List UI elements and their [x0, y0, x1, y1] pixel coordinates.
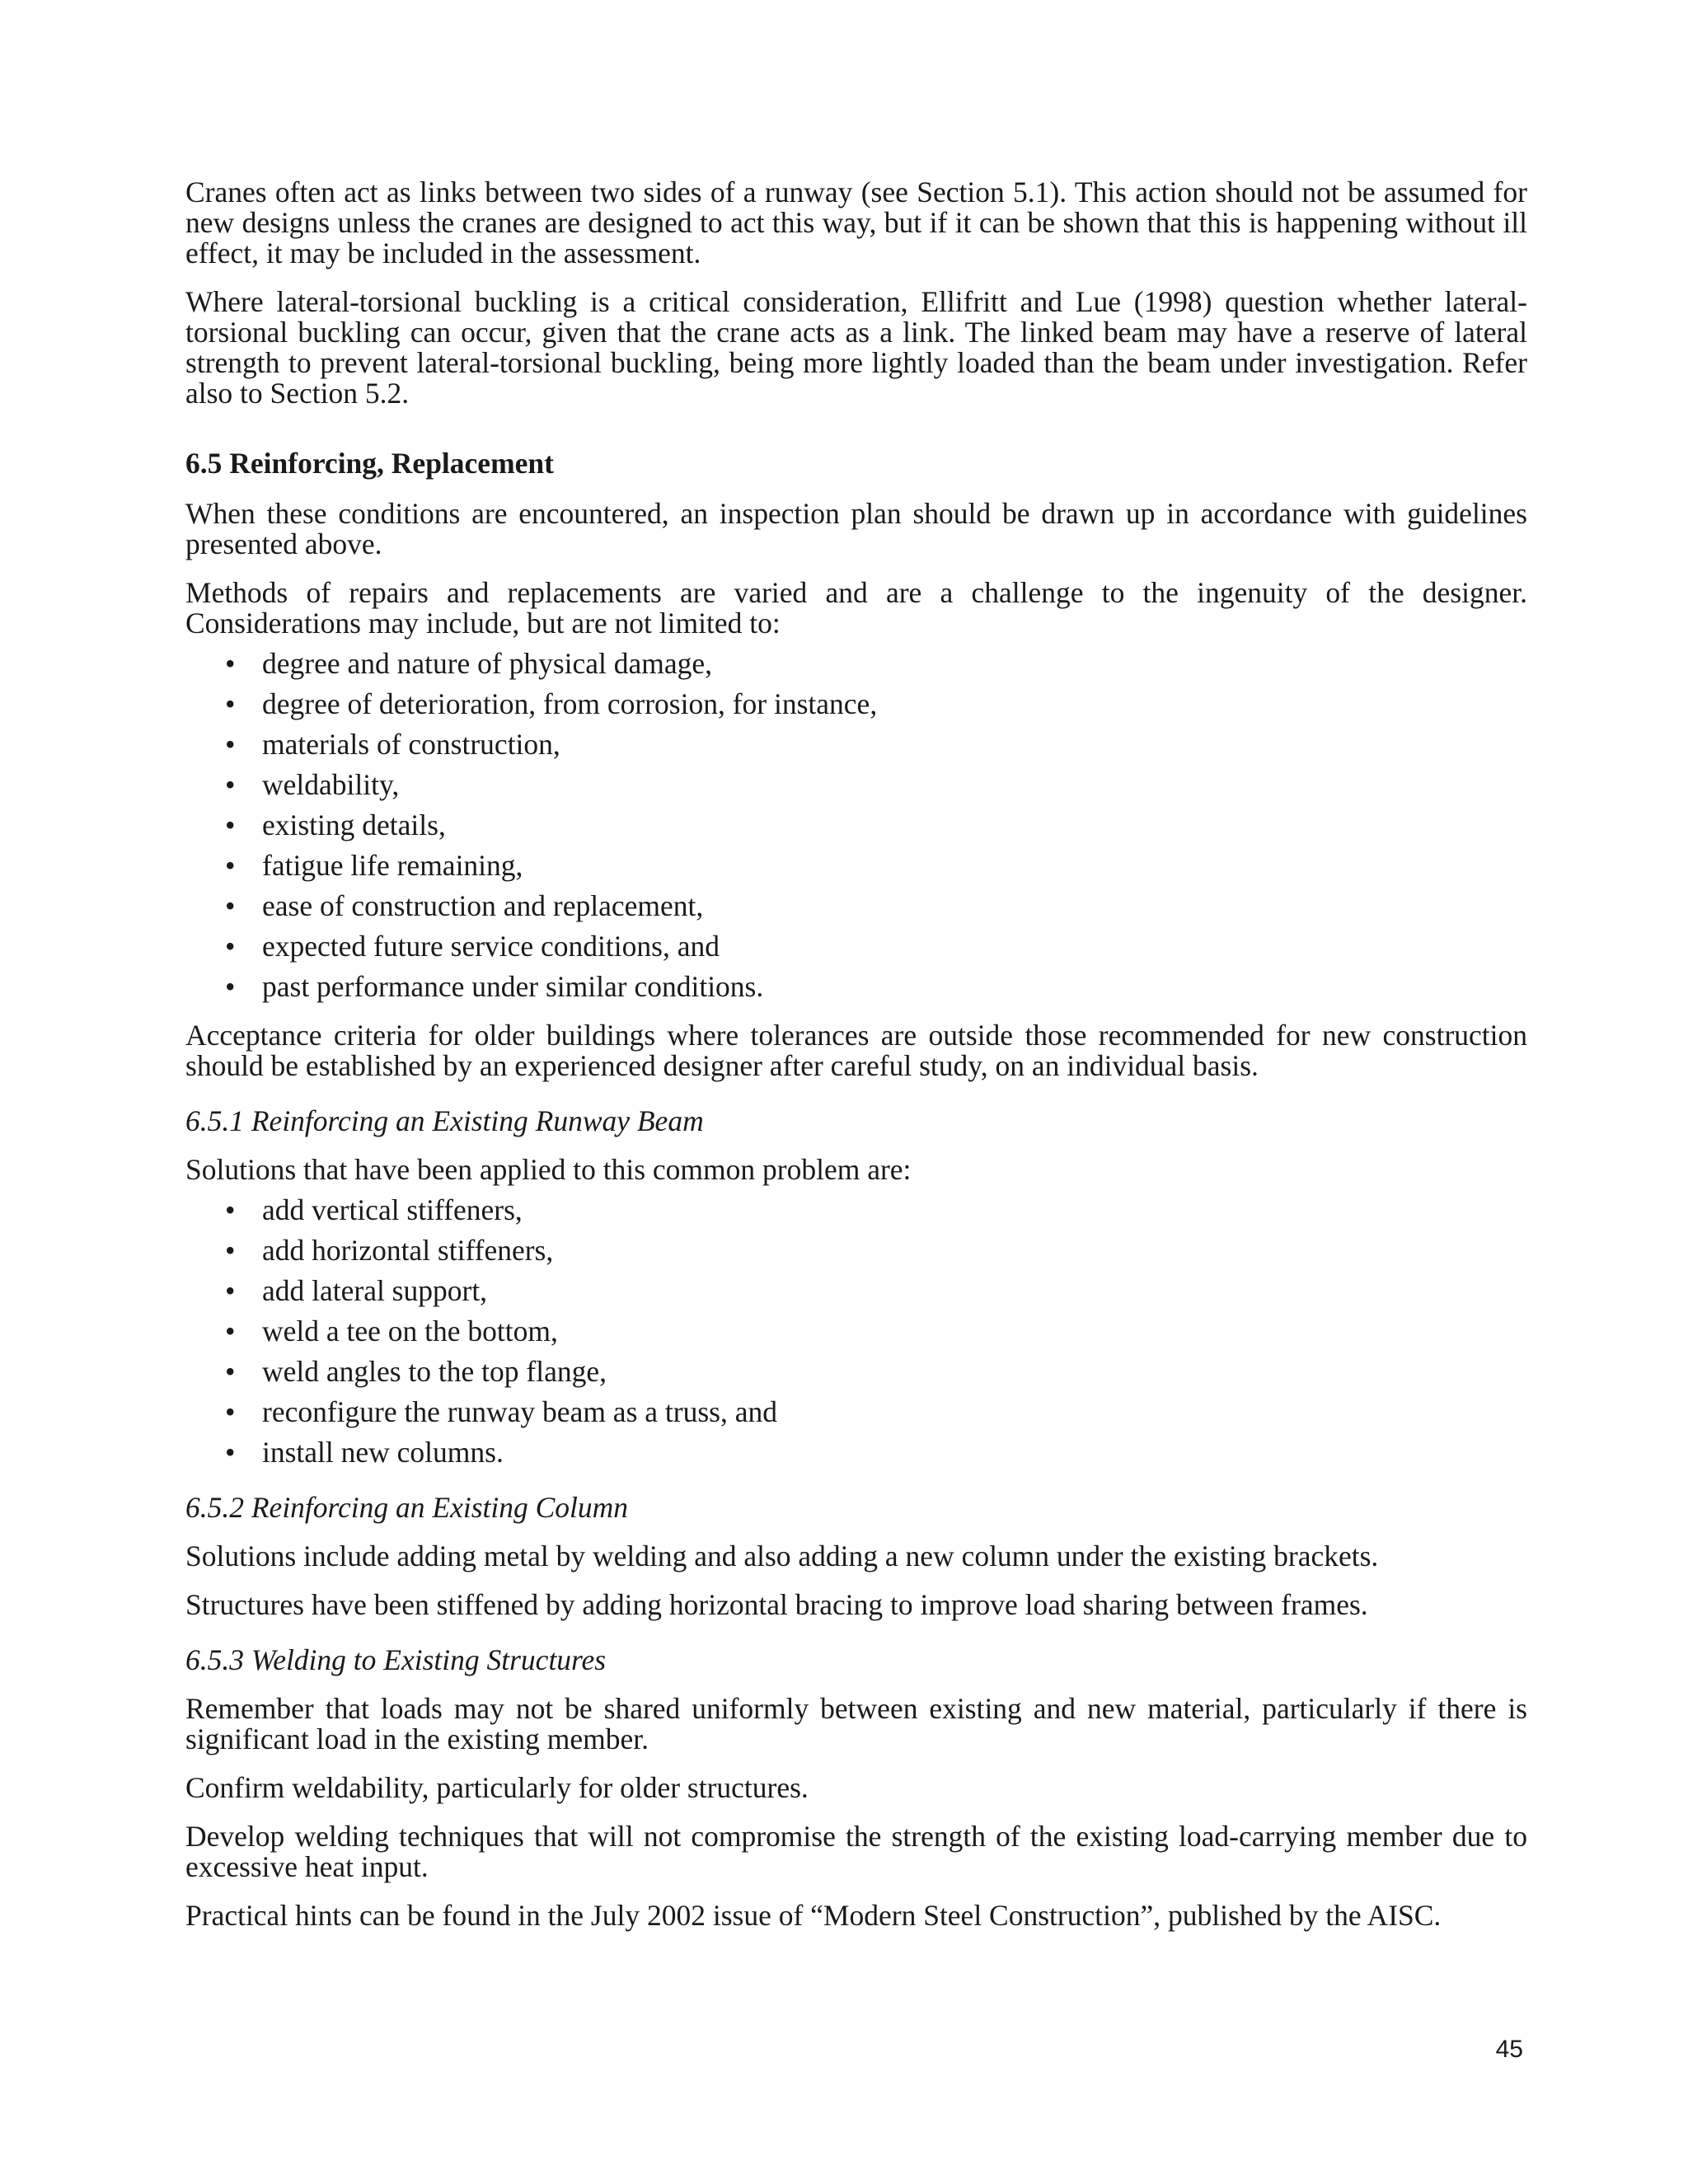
list-item: • degree of deterioration, from corrosion, for instance,	[225, 687, 878, 720]
list-item: • expected future service conditions, and	[225, 930, 720, 963]
paragraph-cranes-links: Cranes often act as links between two sides of a runway (see Section 5.1). This action should not be assumed for new designs unless the cranes are designed to act this way, but if it can be shown that this is happening without ill effect, it may be included in the assessment.	[185, 176, 1527, 269]
paragraph-solutions-applied: Solutions that have been applied to this common problem are:	[185, 1153, 912, 1186]
list-item: • add lateral support,	[225, 1274, 488, 1307]
list-item: • add horizontal stiffeners,	[225, 1234, 554, 1267]
bullet-icon: •	[225, 687, 236, 720]
bullet-icon: •	[225, 1395, 236, 1428]
bullet-icon: •	[225, 1274, 236, 1307]
section-heading-6-5-1: 6.5.1 Reinforcing an Existing Runway Beam	[185, 1104, 704, 1137]
bullet-icon: •	[225, 768, 236, 801]
paragraph-inspection-plan: When these conditions are encountered, an inspection plan should be drawn up in accordance with guidelines presented above.	[185, 497, 1527, 560]
bullet-icon: •	[225, 889, 236, 922]
section-heading-6-5: 6.5 Reinforcing, Replacement	[185, 447, 554, 480]
paragraph-develop-welding: Develop welding techniques that will not compromise the strength of the existing load-carrying member due to excessive heat input.	[185, 1820, 1527, 1883]
bullet-icon: •	[225, 647, 236, 680]
list-item: • past performance under similar conditions.	[225, 970, 764, 1003]
list-item: • weldability,	[225, 768, 400, 801]
list-item: • fatigue life remaining,	[225, 849, 523, 882]
bullet-icon: •	[225, 849, 236, 882]
page-body	[185, 177, 1527, 1931]
bullet-icon: •	[225, 1355, 236, 1388]
paragraph-solutions-include: Solutions include adding metal by welding and also adding a new column under the existing brackets.	[185, 1540, 1379, 1572]
list-item: • weld a tee on the bottom,	[225, 1315, 558, 1347]
considerations-list	[185, 649, 1527, 1002]
paragraph-remember-loads: Remember that loads may not be shared uniformly between existing and new material, particularly if there is significant load in the existing member.	[185, 1692, 1527, 1755]
list-item: • ease of construction and replacement,	[225, 889, 704, 922]
list-item: • existing details,	[225, 808, 446, 841]
paragraph-acceptance-criteria: Acceptance criteria for older buildings where tolerances are outside those recommended for new construction should be established by an experienced designer after careful study, on an individual basis.	[185, 1019, 1527, 1082]
paragraph-structures-stiffened: Structures have been stiffened by adding horizontal bracing to improve load sharing between frames.	[185, 1588, 1368, 1621]
list-item: • degree and nature of physical damage,	[225, 647, 713, 680]
list-item: • materials of construction,	[225, 728, 560, 761]
page-number: 45	[1495, 2036, 1523, 2063]
paragraph-methods-of-repairs: Methods of repairs and replacements are varied and are a challenge to the ingenuity of the designer. Considerations may include, but are not limited to:	[185, 576, 1527, 640]
paragraph-lateral-torsional-buckling: Where lateral-torsional buckling is a critical consideration, Ellifritt and Lue (1998) question whether lateral-torsional buckling can occur, given that the crane acts as a link. The linked beam may have a reserve of lateral strength to prevent lateral-torsional buckling, being more lightly loaded than the beam under investigation. Refer also to Section 5.2.	[185, 285, 1527, 410]
bullet-icon: •	[225, 1193, 236, 1226]
list-item: • add vertical stiffeners,	[225, 1193, 523, 1226]
bullet-icon: •	[225, 1315, 236, 1347]
section-heading-6-5-2: 6.5.2 Reinforcing an Existing Column	[185, 1491, 629, 1524]
section-heading-6-5-3: 6.5.3 Welding to Existing Structures	[185, 1643, 607, 1676]
bullet-icon: •	[225, 930, 236, 963]
list-item: • install new columns.	[225, 1436, 504, 1469]
bullet-icon: •	[225, 1234, 236, 1267]
runway-beam-solutions-list	[185, 1195, 1527, 1468]
bullet-icon: •	[225, 1436, 236, 1469]
paragraph-confirm-weldability: Confirm weldability, particularly for older structures.	[185, 1771, 809, 1804]
bullet-icon: •	[225, 970, 236, 1003]
paragraph-practical-hints: Practical hints can be found in the July 2002 issue of “Modern Steel Construction”, published by the AISC.	[185, 1899, 1442, 1932]
bullet-icon: •	[225, 728, 236, 761]
list-item: • reconfigure the runway beam as a truss, and	[225, 1395, 777, 1428]
list-item: • weld angles to the top flange,	[225, 1355, 607, 1388]
bullet-icon: •	[225, 808, 236, 841]
